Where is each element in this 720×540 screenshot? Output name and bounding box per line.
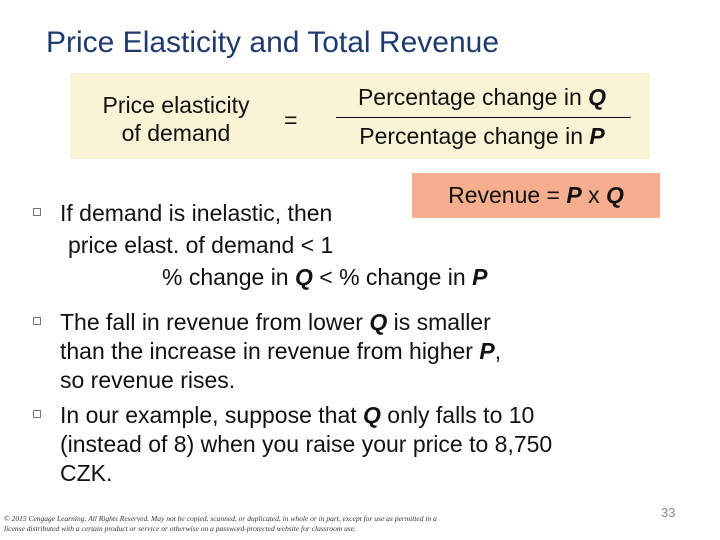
revenue-q: Q bbox=[606, 182, 624, 208]
fraction-line bbox=[336, 117, 631, 118]
denominator-text: Percentage change in bbox=[359, 123, 590, 149]
bullet-marker-3 bbox=[33, 410, 41, 418]
b3-l1-b: only falls to 10 bbox=[380, 402, 535, 428]
denominator-var: P bbox=[589, 123, 605, 149]
b1-l3-b: < % change in bbox=[312, 264, 473, 290]
b2-l2-b: , bbox=[494, 338, 502, 364]
b2-l1-b: is smaller bbox=[387, 309, 491, 335]
formula-equals: = bbox=[284, 107, 298, 133]
copyright-notice: © 2015 Cengage Learning. All Rights Reserved. May not be copied, scanned, or duplicated, in whole or in part, except for use as permitted in a license distributed with a certain product or service or otherwise on a password-protected website for classroom use. bbox=[4, 514, 437, 533]
bullet-1-line-3 bbox=[162, 263, 487, 291]
b2-l1-a: The fall in revenue from lower bbox=[60, 309, 370, 335]
b2-l2-a: than the increase in revenue from higher bbox=[60, 338, 480, 364]
page-number: 33 bbox=[661, 505, 676, 520]
formula-lhs-line2: of demand bbox=[121, 120, 231, 146]
revenue-formula-box bbox=[412, 173, 660, 218]
bullet-marker-1 bbox=[33, 208, 41, 216]
formula-denominator bbox=[332, 123, 632, 150]
bullet-2-line-2 bbox=[60, 337, 501, 365]
bullet-2-line-1 bbox=[60, 308, 491, 336]
b1-l3-q: Q bbox=[294, 264, 313, 290]
revenue-prefix: Revenue = bbox=[448, 182, 567, 208]
bullet-2-line-3: so revenue rises. bbox=[60, 367, 236, 393]
formula-lhs-line1: Price elasticity bbox=[102, 92, 250, 118]
revenue-p: P bbox=[566, 182, 582, 208]
slide-title: Price Elasticity and Total Revenue bbox=[46, 26, 500, 59]
formula-lhs bbox=[70, 91, 282, 147]
b2-l2-p: P bbox=[479, 338, 495, 364]
b1-l3-p: P bbox=[472, 264, 488, 290]
revenue-times: x bbox=[581, 182, 606, 208]
bullet-1-line-1: If demand is inelastic, then bbox=[60, 200, 333, 226]
numerator-text: Percentage change in bbox=[357, 84, 589, 110]
numerator-var: Q bbox=[588, 84, 607, 110]
bullet-marker-2 bbox=[33, 317, 41, 325]
bullet-3-line-2: (instead of 8) when you raise your price to 8,750 bbox=[60, 431, 553, 457]
b3-l1-q: Q bbox=[363, 402, 381, 428]
bullet-1-line-2: price elast. of demand < 1 bbox=[68, 232, 334, 258]
b3-l1-a: In our example, suppose that bbox=[60, 402, 364, 428]
b1-l3-a: % change in bbox=[162, 264, 295, 290]
elasticity-formula-box bbox=[70, 73, 650, 159]
bullet-3-line-3: CZK. bbox=[60, 460, 113, 486]
formula-numerator bbox=[332, 84, 632, 111]
b2-l1-q: Q bbox=[369, 309, 388, 335]
bullet-3-line-1 bbox=[60, 401, 534, 429]
